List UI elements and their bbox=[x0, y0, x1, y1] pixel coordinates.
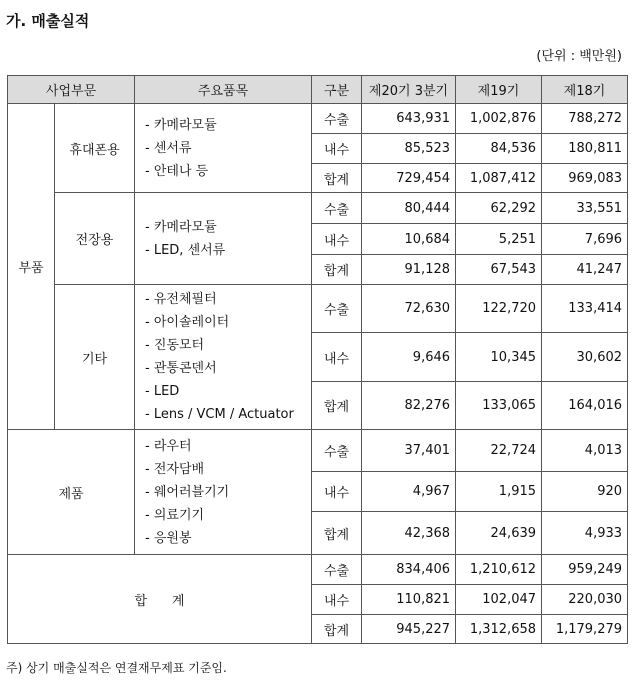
value-cell: 180,811 bbox=[542, 134, 628, 164]
value-cell: 220,030 bbox=[542, 585, 628, 615]
value-cell: 4,013 bbox=[542, 430, 628, 472]
section-title: 가. 매출실적 bbox=[6, 12, 90, 30]
value-cell: 84,536 bbox=[456, 134, 542, 164]
item-text: - 전자담배 bbox=[145, 461, 205, 477]
row-type: 내수 bbox=[312, 224, 362, 255]
value-cell: 22,724 bbox=[456, 430, 542, 472]
part-label: 부품 bbox=[8, 104, 55, 430]
row-type: 내수 bbox=[312, 472, 362, 512]
segment-name: 휴대폰용 bbox=[55, 104, 135, 193]
row-type: 합계 bbox=[312, 512, 362, 555]
table-row bbox=[8, 285, 628, 333]
item-text: - LED, 센서류 bbox=[145, 242, 226, 258]
item-text: - Lens / VCM / Actuator bbox=[145, 407, 294, 422]
value-cell: 67,543 bbox=[456, 255, 542, 285]
value-cell: 1,915 bbox=[456, 472, 542, 512]
value-cell: 10,345 bbox=[456, 333, 542, 382]
value-cell: 1,210,612 bbox=[456, 555, 542, 585]
item-text: - 관통콘덴서 bbox=[145, 361, 217, 376]
segment-items bbox=[135, 193, 312, 285]
item-text: - 카메라모듈 bbox=[145, 219, 217, 235]
value-cell: 164,016 bbox=[542, 382, 628, 430]
value-cell: 9,646 bbox=[362, 333, 456, 382]
header-items: 주요품목 bbox=[135, 76, 312, 104]
value-cell: 102,047 bbox=[456, 585, 542, 615]
row-type: 내수 bbox=[312, 134, 362, 164]
value-cell: 1,087,412 bbox=[456, 164, 542, 193]
value-cell: 945,227 bbox=[362, 615, 456, 644]
item-text: - 카메라모듈 bbox=[145, 117, 217, 133]
item-text: - 유전체필터 bbox=[145, 292, 217, 307]
segment-name: 기타 bbox=[55, 285, 135, 430]
segment-name: 전장용 bbox=[55, 193, 135, 285]
value-cell: 133,414 bbox=[542, 285, 628, 333]
value-cell: 4,933 bbox=[542, 512, 628, 555]
table-row bbox=[8, 430, 628, 472]
value-cell: 133,065 bbox=[456, 382, 542, 430]
header-period-18: 제18기 bbox=[542, 76, 628, 104]
value-cell: 30,602 bbox=[542, 333, 628, 382]
value-cell: 42,368 bbox=[362, 512, 456, 555]
value-cell: 82,276 bbox=[362, 382, 456, 430]
value-cell: 24,639 bbox=[456, 512, 542, 555]
segment-items bbox=[135, 285, 312, 430]
row-type: 합계 bbox=[312, 382, 362, 430]
value-cell: 1,002,876 bbox=[456, 104, 542, 134]
header-division: 사업부문 bbox=[8, 76, 135, 104]
header-type: 구분 bbox=[312, 76, 362, 104]
item-text: - LED bbox=[145, 384, 180, 399]
header-period-19: 제19기 bbox=[456, 76, 542, 104]
value-cell: 4,967 bbox=[362, 472, 456, 512]
value-cell: 920 bbox=[542, 472, 628, 512]
value-cell: 1,312,658 bbox=[456, 615, 542, 644]
row-type: 내수 bbox=[312, 585, 362, 615]
value-cell: 10,684 bbox=[362, 224, 456, 255]
item-text: - 응원봉 bbox=[145, 530, 192, 546]
item-text: - 센서류 bbox=[145, 140, 192, 156]
value-cell: 91,128 bbox=[362, 255, 456, 285]
product-items bbox=[135, 430, 312, 555]
value-cell: 643,931 bbox=[362, 104, 456, 134]
segment-items bbox=[135, 104, 312, 193]
item-text: - 아이솔레이터 bbox=[145, 315, 230, 330]
item-text: - 안테나 등 bbox=[145, 163, 209, 179]
value-cell: 959,249 bbox=[542, 555, 628, 585]
total-label: 합 계 bbox=[8, 555, 312, 644]
value-cell: 834,406 bbox=[362, 555, 456, 585]
value-cell: 41,247 bbox=[542, 255, 628, 285]
row-type: 수출 bbox=[312, 285, 362, 333]
table-row bbox=[8, 104, 628, 134]
value-cell: 110,821 bbox=[362, 585, 456, 615]
unit-label: (단위 : 백만원) bbox=[536, 49, 622, 64]
value-cell: 5,251 bbox=[456, 224, 542, 255]
item-text: - 의료기기 bbox=[145, 507, 205, 523]
row-type: 합계 bbox=[312, 164, 362, 193]
value-cell: 80,444 bbox=[362, 193, 456, 224]
row-type: 내수 bbox=[312, 333, 362, 382]
table-header-row bbox=[8, 76, 628, 104]
product-label: 제품 bbox=[8, 430, 135, 555]
footnote: 주) 상기 매출실적은 연결재무제표 기준임. bbox=[6, 661, 227, 675]
row-type: 수출 bbox=[312, 104, 362, 134]
row-type: 수출 bbox=[312, 430, 362, 472]
row-type: 합계 bbox=[312, 615, 362, 644]
value-cell: 37,401 bbox=[362, 430, 456, 472]
value-cell: 7,696 bbox=[542, 224, 628, 255]
row-type: 수출 bbox=[312, 555, 362, 585]
value-cell: 62,292 bbox=[456, 193, 542, 224]
row-type: 합계 bbox=[312, 255, 362, 285]
value-cell: 788,272 bbox=[542, 104, 628, 134]
value-cell: 72,630 bbox=[362, 285, 456, 333]
table-row bbox=[8, 555, 628, 585]
table-row bbox=[8, 193, 628, 224]
value-cell: 85,523 bbox=[362, 134, 456, 164]
value-cell: 122,720 bbox=[456, 285, 542, 333]
value-cell: 729,454 bbox=[362, 164, 456, 193]
sales-table bbox=[7, 75, 628, 644]
item-text: - 라우터 bbox=[145, 438, 192, 454]
value-cell: 1,179,279 bbox=[542, 615, 628, 644]
value-cell: 969,083 bbox=[542, 164, 628, 193]
item-text: - 웨어러블기기 bbox=[145, 484, 230, 500]
value-cell: 33,551 bbox=[542, 193, 628, 224]
header-period-20q3: 제20기 3분기 bbox=[362, 76, 456, 104]
item-text: - 진동모터 bbox=[145, 338, 205, 353]
row-type: 수출 bbox=[312, 193, 362, 224]
